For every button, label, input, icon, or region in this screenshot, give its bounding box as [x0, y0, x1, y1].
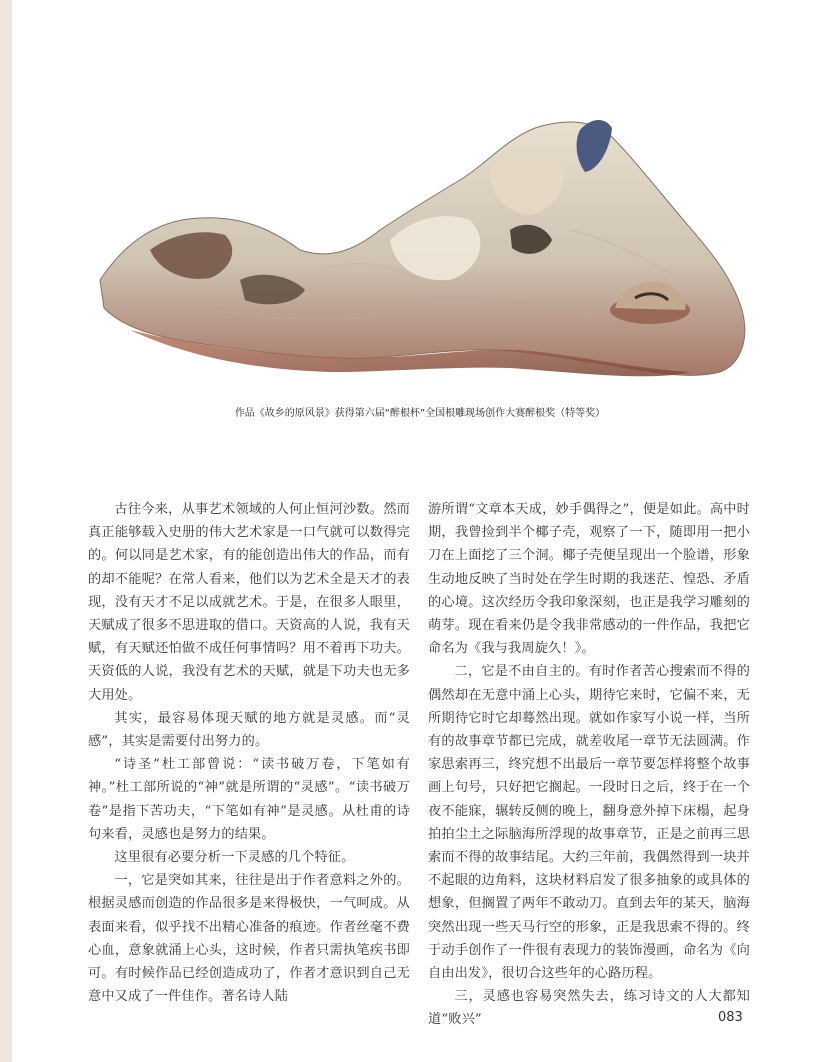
page-edge-strip: [0, 0, 12, 1062]
paragraph: 其实，最容易体现天赋的地方就是灵感。而“灵感”，其实是需要付出努力的。: [88, 710, 410, 750]
paragraph: 三，灵感也容易突然失去，练习诗文的人大都知道“败兴”: [428, 989, 750, 1028]
paragraph: “诗圣”杜工部曾说：“读书破万卷，下笔如有神。”杜工部所说的“神”就是所谓的“灵感”。“读书破万卷”是指下苦功夫，“下笔如有神”是灵感。从杜甫的诗句来看，灵感也是努力的结果。: [88, 757, 410, 842]
paragraph: 二，它是不由自主的。有时作者苦心搜索而不得的偶然却在无意中涌上心头，期待它来时，它偏不来，无所期待它时它却蓦然出现。就如作家写小说一样，当所有的故事章节都已完成，就差收尾一章节无法圆满。作家思索再三，终究想不出最后一章节要怎样将整个故事画上句号，只好把它搁起。一段时日之后，终于在一个夜不能寐，辗转反侧的晚上，翻身意外掉下床榻，起身拍拍尘土之际脑海所浮现的故事章节，正是之前再三思索而不得的故事结尾。大约三年前，我偶然得到一块并不起眼的边角料，这块材料启发了很多抽象的或具体的想象，但搁置了两年不敢动刀。直到去年的某天，脑海突然出现一些天马行空的形象，正是我思索不得的。终于动手创作了一件很有表现力的装饰漫画，命名为《向自由出发》，很切合这些年的心路历程。: [428, 664, 750, 982]
paragraph: 这里很有必要分析一下灵感的几个特征。: [114, 850, 355, 866]
page-number: 083: [718, 1010, 743, 1025]
paragraph: 一，它是突如其来，往往是出于作者意料之外的。根据灵感而创造的作品很多是来得极快，一气呵成。从表面来看，似乎找不出精心准备的痕迹。作者丝毫不费心血，意象就涌上心头，这时候，作者只需执笔疾书即可。有时候作品已经创造成功了，作者才意识到自己无意中又成了一件佳作。著名诗人陆: [88, 873, 410, 1005]
article-column-right: [428, 498, 750, 1032]
photo-caption: 作品《故乡的原风景》获得第六届“醉根杯”全国根雕现场创作大赛醉根奖（特等奖）: [234, 408, 606, 419]
paragraph: 古往今来，从事艺术领域的人何止恒河沙数。然而真正能够载入史册的伟大艺术家是一口气就可以数得完的。何以同是艺术家，有的能创造出伟大的作品，而有的却不能呢？在常人看来，他们以为艺术全是天才的表现，没有天才不足以成就艺术。于是，在很多人眼里，天赋成了很多不思进取的借口。天资高的人说，我有天赋，有天赋还怕做不成任何事情吗？用不着再下功夫。天资低的人说，我没有艺术的天赋，就是下功夫也无多大用处。: [88, 502, 410, 703]
root-carving-image: [90, 110, 750, 400]
paragraph: 游所谓“文章本天成，妙手偶得之”，便是如此。高中时期，我曾捡到半个椰子壳，观察了一下，随即用一把小刀在上面挖了三个洞。椰子壳便呈现出一个脸谱，形象生动地反映了当时处在学生时期的我迷茫、惶恐、矛盾的心境。这次经历令我印象深刻，也正是我学习雕刻的萌芽。现在看来仍是令我非常感动的一件作品，我把它命名为《我与我周旋久！》。: [428, 502, 750, 657]
root-carving-photo: [90, 110, 750, 400]
article-column-left: [88, 498, 410, 1008]
